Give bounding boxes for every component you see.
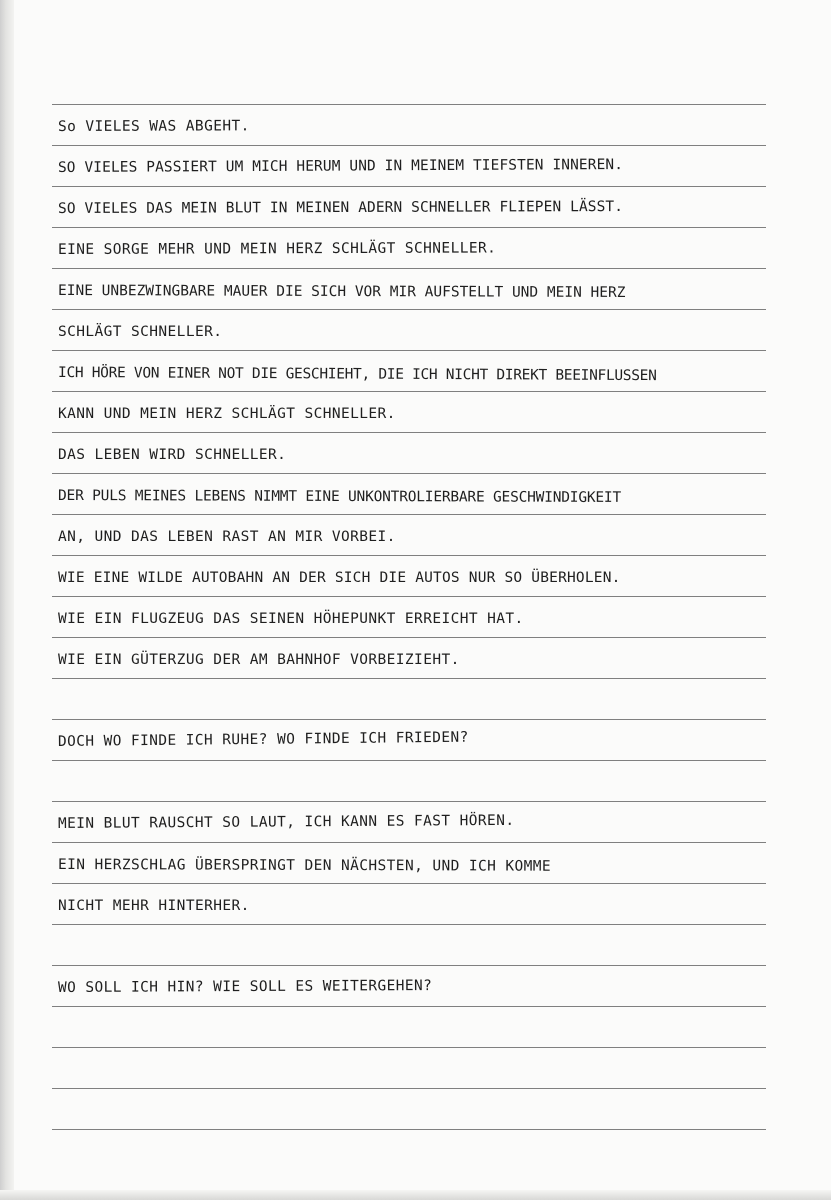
ruled-line (52, 678, 766, 679)
handwritten-line-6: SCHLÄGT SCHNELLER. (58, 324, 223, 340)
ruled-line (52, 473, 766, 474)
handwritten-line-1: So VIELES WAS ABGEHT. (57, 118, 250, 135)
ruled-line (52, 104, 766, 105)
ruled-line (52, 309, 766, 310)
ruled-line (52, 391, 766, 392)
handwritten-line-20: NICHT MEHR HINTERHER. (58, 898, 250, 914)
ruled-line (52, 719, 766, 720)
ruled-line (52, 1006, 766, 1007)
ruled-line (52, 801, 766, 802)
ruled-line (52, 1088, 766, 1089)
handwritten-line-12: WIE EINE WILDE AUTOBAHN AN DER SICH DIE AUTOS NUR SO ÜBERHOLEN. (58, 570, 621, 586)
ruled-line (52, 596, 766, 597)
handwritten-line-2: SO VIELES PASSIERT UM MICH HERUM UND IN MEINEM TIEFSTEN INNEREN. (57, 157, 624, 176)
handwritten-line-9: DAS LEBEN WIRD SCHNELLER. (58, 447, 287, 463)
handwritten-line-19: EIN HERZSCHLAG ÜBERSPRINGT DEN NÄCHSTEN, UND ICH KOMME (57, 857, 552, 875)
ruled-line (52, 883, 766, 884)
ruled-line (52, 842, 766, 843)
handwritten-line-7: ICH HÖRE VON EINER NOT DIE GESCHIEHT, DIE ICH NICHT DIREKT BEEINFLUSSEN (57, 365, 657, 385)
handwritten-line-18: MEIN BLUT RAUSCHT SO LAUT, ICH KANN ES FAST HÖREN. (57, 812, 515, 832)
ruled-line (52, 637, 766, 638)
ruled-line (52, 1129, 766, 1130)
handwritten-line-8: KANN UND MEIN HERZ SCHLÄGT SCHNELLER. (58, 406, 396, 422)
handwritten-line-5: EINE UNBEZWINGBARE MAUER DIE SICH VOR MIR AUFSTELLT UND MEIN HERZ (57, 283, 626, 301)
handwritten-line-11: AN, UND DAS LEBEN RAST AN MIR VORBEI. (58, 529, 396, 545)
ruled-line (52, 350, 766, 351)
handwritten-line-4: EINE SORGE MEHR UND MEIN HERZ SCHLÄGT SCHNELLER. (57, 240, 497, 258)
ruled-line (52, 145, 766, 146)
page-binding-edge (0, 0, 14, 1200)
handwritten-line-13: WIE EIN FLUGZEUG DAS SEINEN HÖHEPUNKT ERREICHT HAT. (58, 611, 524, 627)
ruled-line (52, 432, 766, 433)
handwritten-line-22: WO SOLL ICH HIN? WIE SOLL ES WEITERGEHEN? (57, 978, 433, 996)
ruled-line (52, 514, 766, 515)
ruled-line (52, 924, 766, 925)
handwritten-line-3: SO VIELES DAS MEIN BLUT IN MEINEN ADERN SCHNELLER FLIEPEN LÄSST. (57, 199, 624, 217)
page-bottom-edge (0, 1190, 831, 1200)
handwritten-line-14: WIE EIN GÜTERZUG DER AM BAHNHOF VORBEIZIEHT. (58, 652, 460, 668)
handwritten-line-16: DOCH WO FINDE ICH RUHE? WO FINDE ICH FRIEDEN? (57, 729, 469, 750)
handwritten-line-10: DER PULS MEINES LEBENS NIMMT EINE UNKONTROLIERBARE GESCHWINDIGKEIT (57, 488, 622, 506)
ruled-line (52, 268, 766, 269)
ruled-line (52, 227, 766, 228)
ruled-line (52, 760, 766, 761)
ruled-line (52, 186, 766, 187)
ruled-line (52, 965, 766, 966)
ruled-line (52, 1047, 766, 1048)
ruled-line (52, 555, 766, 556)
